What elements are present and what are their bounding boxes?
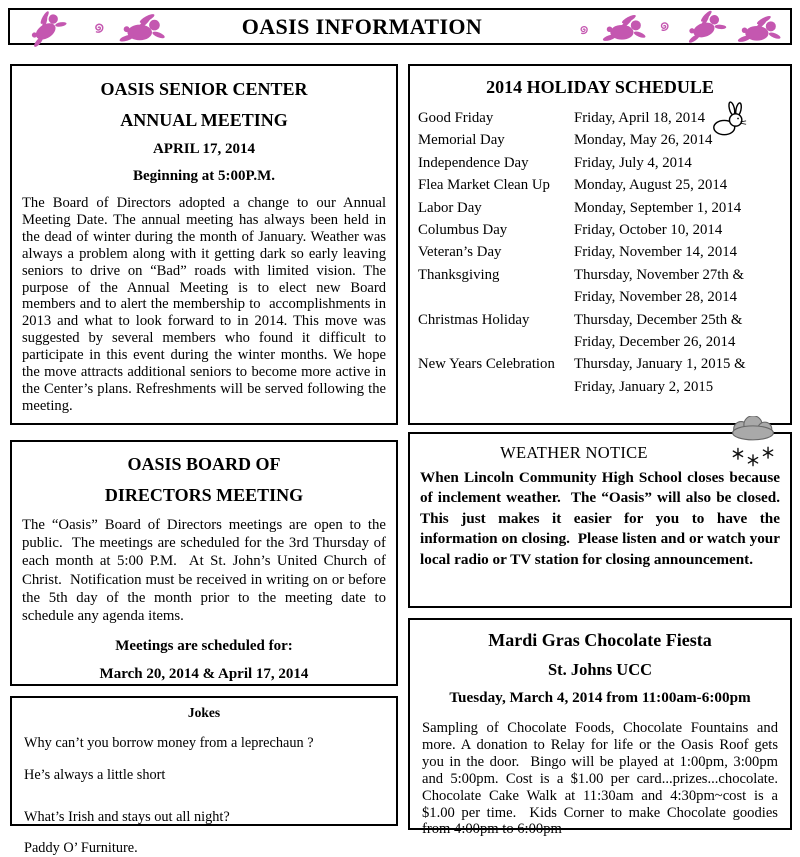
holiday-date: Friday, October 10, 2014	[574, 222, 723, 239]
mardi-gras-datetime: Tuesday, March 4, 2014 from 11:00am-6:00pm	[449, 689, 751, 706]
holiday-name: Independence Day	[418, 154, 529, 171]
annual-meeting-body: The Board of Directors adopted a change to our Annual Meeting Date. The annual meeting has always been held in the dead of winter during the month of January. Weather was always a problem along with it getting dark so early leaving seniors to drive on “Bad” roads with limited vision. The purpose of the Annual Meeting is to elect new Board members and to alert the membership to accomplishments in 2013 and what to look forward to in 2014. This move was suggested by several members who found it difficult to participate in this event during the winter months. We hope the move attracts additional seniors to become more active in the Center’s plans. Refreshments will be served following the meeting.	[22, 195, 390, 414]
holiday-schedule-table	[418, 107, 782, 398]
joke-line: Paddy O’ Furniture.	[24, 839, 138, 856]
holiday-date: Friday, July 4, 2014	[574, 154, 692, 171]
annual-meeting-title-line2: ANNUAL MEETING	[120, 110, 288, 130]
table-row	[418, 309, 782, 354]
annual-meeting-time: Beginning at 5:00P.M.	[133, 168, 275, 184]
holiday-name: New Years Celebration	[418, 356, 555, 373]
mardi-gras-section	[408, 618, 792, 838]
holiday-name: Good Friday	[418, 110, 494, 126]
newsletter-header	[8, 8, 792, 45]
jokes-title: Jokes	[187, 705, 221, 720]
table-row	[418, 152, 782, 174]
holiday-name: Labor Day	[418, 199, 482, 216]
holiday-date: Monday, August 25, 2014	[574, 177, 728, 194]
annual-meeting-title-line1: OASIS SENIOR CENTER	[100, 79, 308, 99]
joke-line: What’s Irish and stays out all night?	[24, 808, 230, 825]
holiday-date: Friday, November 28, 2014	[574, 289, 738, 306]
table-row	[418, 197, 782, 219]
annual-meeting-date: APRIL 17, 2014	[152, 141, 256, 157]
board-meeting-schedule-dates: March 20, 2014 & April 17, 2014	[99, 666, 309, 683]
bunny-icon	[600, 13, 650, 47]
swirl-icon	[656, 18, 671, 33]
mardi-gras-subtitle: St. Johns UCC	[547, 660, 653, 679]
joke-line: He’s always a little short	[24, 766, 166, 783]
bunny-icon	[710, 100, 748, 138]
weather-notice-section	[408, 432, 792, 608]
board-meeting-schedule-label: Meetings are scheduled for:	[115, 638, 293, 655]
page-title: OASIS INFORMATION	[241, 13, 483, 39]
annual-meeting-section	[10, 64, 398, 425]
weather-notice-title: WEATHER NOTICE	[500, 443, 648, 462]
holiday-name: Veteran’s Day	[418, 244, 502, 261]
holiday-date: Friday, December 26, 2014	[574, 334, 736, 351]
table-row	[418, 174, 782, 196]
cloud-snow-icon	[724, 416, 782, 468]
table-row	[418, 353, 782, 398]
board-meeting-title-line1: OASIS BOARD OF	[127, 454, 281, 474]
holiday-date: Monday, May 26, 2014	[574, 132, 713, 149]
holiday-date: Friday, January 2, 2015	[574, 378, 714, 395]
table-row	[418, 241, 782, 263]
holiday-date: Monday, September 1, 2014	[574, 199, 742, 216]
holiday-date: Friday, April 18, 2014	[574, 110, 705, 126]
weather-notice-body: When Lincoln Community High School closes because of inclement weather. The “Oasis” will also be closed. This just makes it easier for you to have the information on closing. Please listen and or watch your local radio or TV station for closing announcement.	[420, 469, 788, 568]
joke-line: Why can’t you borrow money from a leprechaun ?	[24, 735, 314, 752]
holiday-name: Christmas Holiday	[418, 311, 530, 328]
board-meeting-title-line2: DIRECTORS MEETING	[104, 485, 304, 505]
holiday-name: Columbus Day	[418, 222, 508, 239]
bunny-icon	[734, 14, 786, 48]
swirl-icon	[576, 22, 590, 36]
mardi-gras-body: Sampling of Chocolate Foods, Chocolate Fountains and more. A donation to Relay for life or the Oasis Roof gets you in the door. Bingo will be played at 1:00pm, 3:00pm and 5:00pm. Cost is a $1.00 per card...prizes...chocolate. Chocolate Cake Walk at 11:30am and 4:30pm~cost is a $1.00 per time. Kids Corner to make Chocolate goodies from 4:00pm to 6:00pm	[422, 720, 786, 838]
board-meeting-section	[10, 440, 398, 686]
holiday-name: Thanksgiving	[418, 266, 500, 283]
holiday-name: Flea Market Clean Up	[418, 177, 550, 194]
holiday-date: Thursday, December 25th &	[574, 311, 743, 328]
mardi-gras-title: Mardi Gras Chocolate Fiesta	[488, 630, 712, 650]
table-row	[418, 219, 782, 241]
holiday-name: Memorial Day	[418, 132, 505, 149]
holiday-date: Thursday, November 27th &	[574, 266, 744, 283]
holiday-date: Thursday, January 1, 2015 &	[574, 356, 746, 373]
holiday-schedule-title: 2014 HOLIDAY SCHEDULE	[486, 77, 714, 97]
table-row	[418, 264, 782, 309]
holiday-schedule-section	[408, 64, 792, 425]
board-meeting-body: The “Oasis” Board of Directors meetings are open to the public. The meetings are scheduled for the 3rd Thursday of each month at 5:00 P.M. At St. John’s United Church of Christ. Notification must be received in writing on or before the 5th day of the month prior to the meeting date to schedule any agenda items.	[22, 517, 390, 625]
jokes-section	[10, 696, 398, 856]
holiday-date: Friday, November 14, 2014	[574, 244, 738, 261]
